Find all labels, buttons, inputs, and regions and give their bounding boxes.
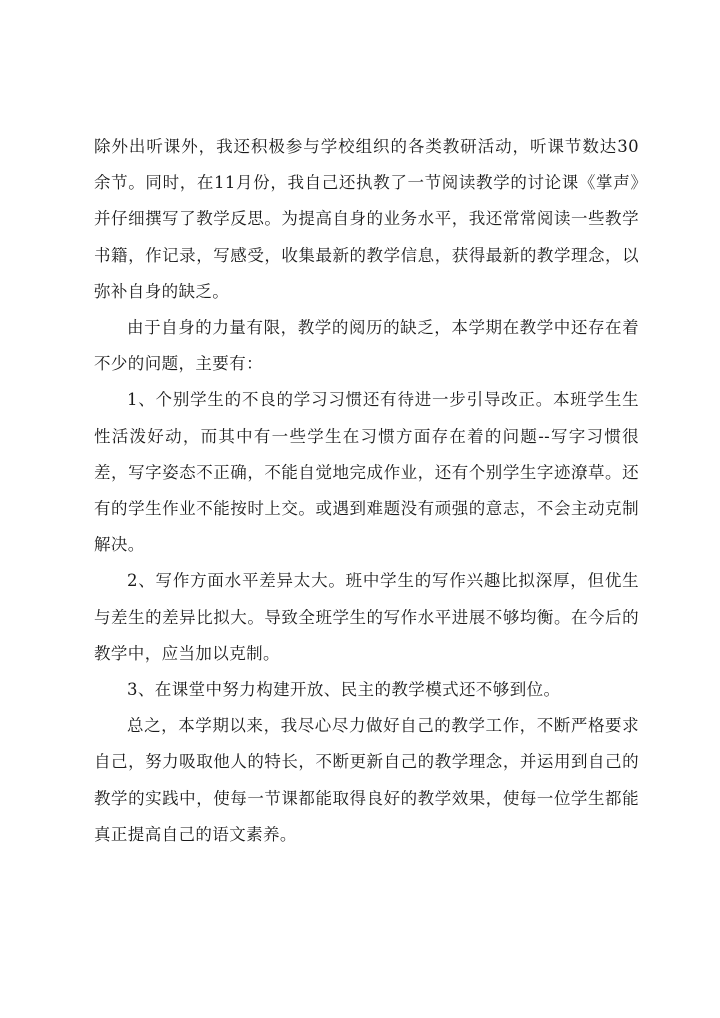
document-body bbox=[94, 129, 639, 853]
paragraph-continued: 除外出听课外，我还积极参与学校组织的各类教研活动，听课节数达30余节。同时，在11月份，我自己还执教了一节阅读教学的讨论课《掌声》并仔细撰写了教学反思。为提高自身的业务水平，我还常常阅读一些教学书籍，作记录，写感受，收集最新的教学信息，获得最新的教学理念，以弥补自身的缺乏。 bbox=[94, 137, 639, 301]
paragraph-problem-3: 3、在课堂中努力构建开放、民主的教学模式还不够到位。 bbox=[127, 680, 561, 700]
paragraph-problems-intro: 由于自身的力量有限，教学的阅历的缺乏，本学期在教学中还存在着不少的问题，主要有： bbox=[94, 318, 639, 374]
paragraph-problem-1: 1、个别学生的不良的学习习惯还有待进一步引导改正。本班学生生性活泼好动，而其中有一些学生在习惯方面存在着的问题--写字习惯很差，写字姿态不正确，不能自觉地完成作业，还有个别学生字迹潦草。还有的学生作业不能按时上交。或遇到难题没有顽强的意志，不会主动克制解决。 bbox=[94, 390, 639, 555]
paragraph-summary: 总之，本学期以来，我尽心尽力做好自己的教学工作，不断严格要求自己，努力吸取他人的特长，不断更新自己的教学理念，并运用到自己的教学的实践中，使每一节课都能取得良好的教学效果，使每一位学生都能真正提高自己的语文素养。 bbox=[94, 716, 639, 844]
paragraph-problem-2: 2、写作方面水平差异太大。班中学生的写作兴趣比拟深厚，但优生与差生的差异比拟大。导致全班学生的写作水平进展不够均衡。在今后的教学中，应当加以克制。 bbox=[94, 571, 639, 663]
